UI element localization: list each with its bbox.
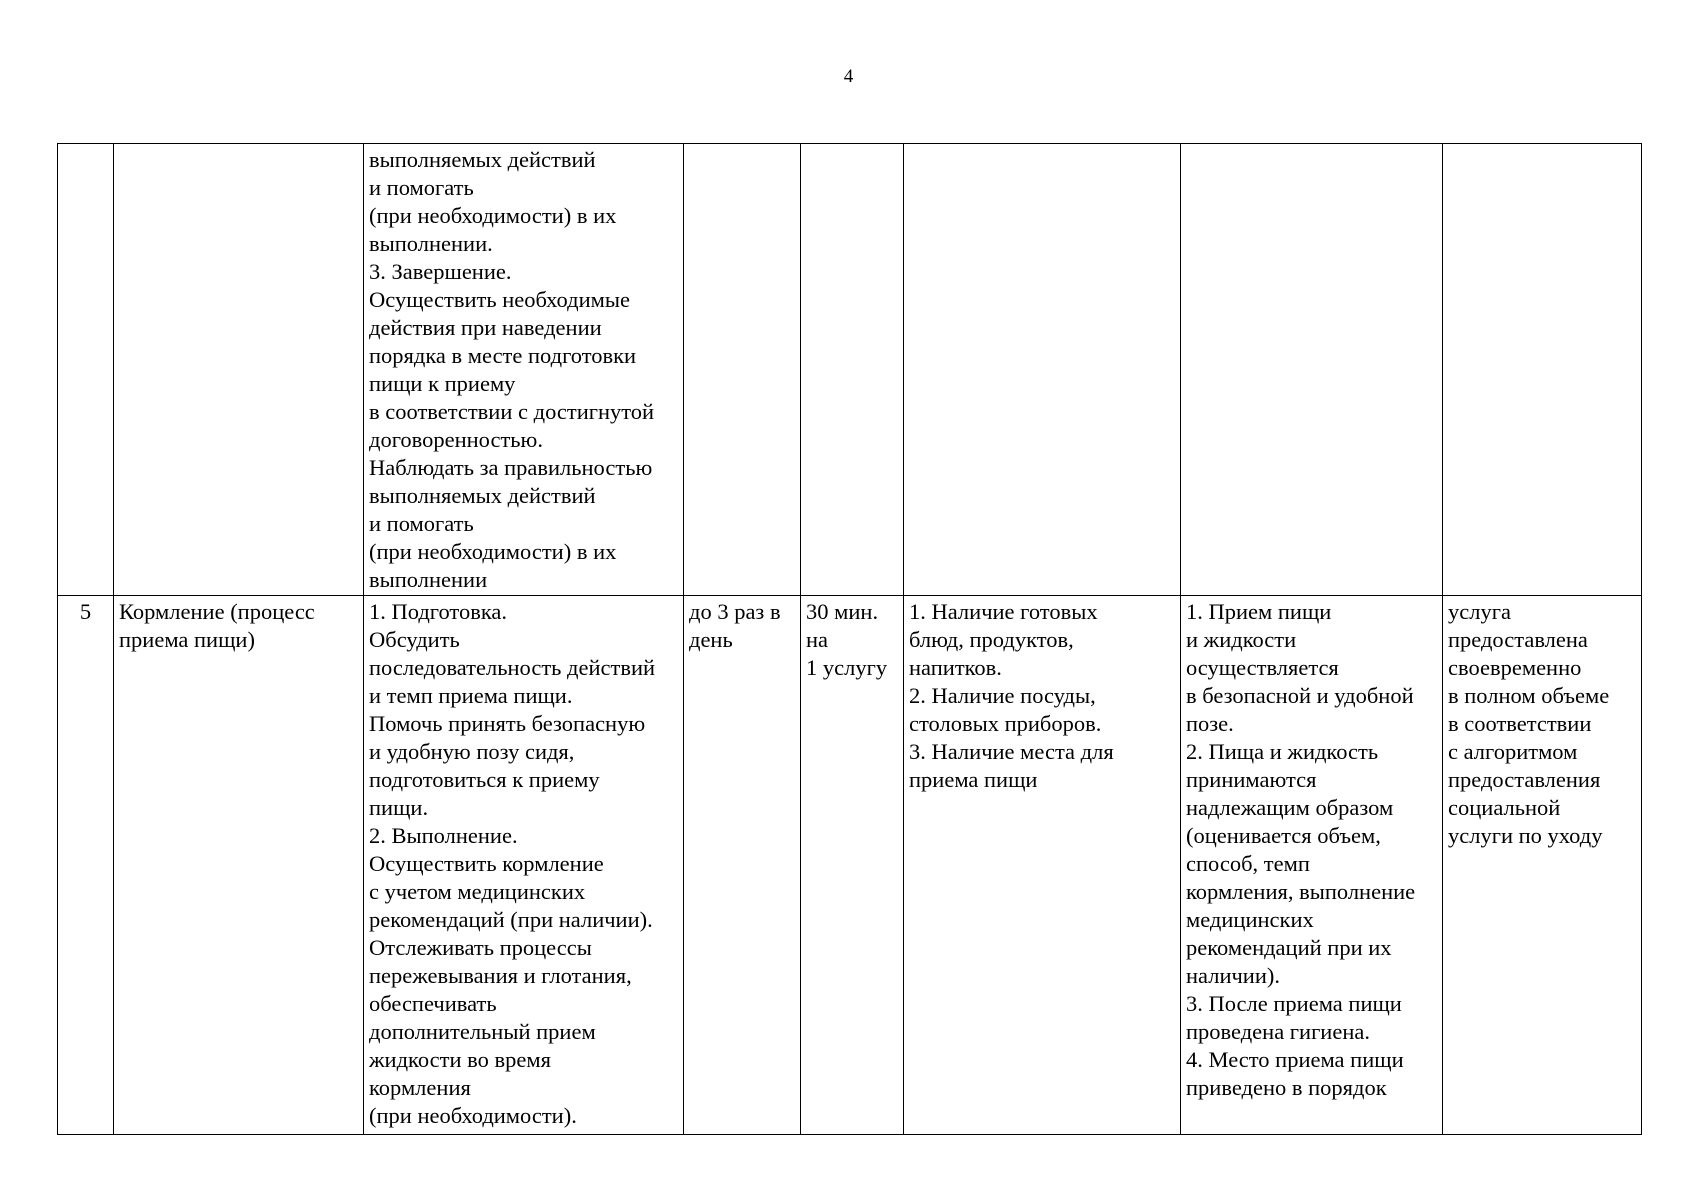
cell-line: последовательность действий: [369, 655, 656, 680]
cell-line: блюд, продуктов,: [909, 627, 1074, 652]
cell-line: порядка в месте подготовки: [369, 343, 637, 368]
cell-line: принимаются: [1186, 767, 1317, 792]
cell-result: [1181, 596, 1443, 1135]
cell-line: приема пищи: [909, 767, 1038, 792]
cell-line: Осуществить кормление: [369, 851, 604, 876]
cell-line: 1. Подготовка.: [369, 599, 508, 624]
cell-line: предоставлена: [1448, 627, 1588, 652]
cell-line: договоренностью.: [369, 427, 543, 452]
cell-line: и удобную позу сидя,: [369, 739, 575, 764]
cell-line: 4. Место приема пищи: [1186, 1047, 1404, 1072]
cell-frequency: [684, 144, 801, 596]
cell-line: проведена гигиена.: [1186, 1019, 1370, 1044]
cell-line: (при необходимости).: [369, 1103, 577, 1128]
cell-line: кормления: [369, 1075, 471, 1100]
cell-line: осуществляется: [1186, 655, 1339, 680]
cell-line: позе.: [1186, 711, 1234, 736]
cell-line: 2. Выполнение.: [369, 823, 518, 848]
cell-assessment: [1443, 144, 1642, 596]
cell-line: наличии).: [1186, 963, 1281, 988]
cell-line: в полном объеме: [1448, 683, 1610, 708]
cell-actions: [364, 596, 684, 1135]
cell-line: Помочь принять безопасную: [369, 711, 646, 736]
cell-line: 30 мин.: [806, 599, 879, 624]
cell-line: 1 услугу: [806, 655, 888, 680]
cell-line: Осуществить необходимые: [369, 287, 630, 312]
cell-line: надлежащим образом: [1186, 795, 1394, 820]
cell-line: жидкости во время: [369, 1047, 551, 1072]
cell-line: пережевывания и глотания,: [369, 963, 632, 988]
cell-line: Отслеживать процессы: [369, 935, 592, 960]
cell-line: выполняемых действий: [369, 147, 596, 172]
cell-line: кормления, выполнение: [1186, 879, 1416, 904]
cell-num: 5: [58, 596, 114, 1135]
cell-line: 1. Прием пищи: [1186, 599, 1332, 624]
cell-line: действия при наведении: [369, 315, 602, 340]
cell-line: рекомендаций (при наличии).: [369, 907, 653, 932]
cell-line: 2. Наличие посуды,: [909, 683, 1096, 708]
cell-actions: [364, 144, 684, 596]
cell-line: подготовиться к приему: [369, 767, 600, 792]
cell-line: в соответствии с достигнутой: [369, 399, 655, 424]
cell-line: 2. Пища и жидкость: [1186, 739, 1379, 764]
cell-line: до 3 раз в: [689, 599, 781, 624]
cell-name: [114, 144, 364, 596]
cell-name: [114, 596, 364, 1135]
cell-conditions: [904, 144, 1181, 596]
cell-line: (при необходимости) в их: [369, 539, 617, 564]
cell-line: и помогать: [369, 511, 474, 536]
cell-line: своевременно: [1448, 655, 1582, 680]
cell-line: 3. Завершение.: [369, 259, 512, 284]
cell-line: Наблюдать за правильностью: [369, 455, 653, 480]
cell-conditions: [904, 596, 1181, 1135]
cell-line: с алгоритмом: [1448, 739, 1578, 764]
cell-assessment: [1443, 596, 1642, 1135]
table-row: [58, 144, 1642, 596]
cell-duration: [801, 144, 904, 596]
cell-line: дополнительный прием: [369, 1019, 596, 1044]
cell-line: приема пищи): [119, 627, 255, 652]
cell-line: пищи.: [369, 795, 429, 820]
cell-line: (оценивается объем,: [1186, 823, 1381, 848]
cell-line: медицинских: [1186, 907, 1314, 932]
cell-line: Кормление (процесс: [119, 599, 315, 624]
services-table: [57, 143, 1642, 1135]
cell-line: пищи к приему: [369, 371, 516, 396]
page-number: 4: [843, 66, 854, 87]
cell-line: социальной: [1448, 795, 1561, 820]
cell-line: 1. Наличие готовых: [909, 599, 1098, 624]
cell-line: обеспечивать: [369, 991, 497, 1016]
cell-line: предоставления: [1448, 767, 1601, 792]
cell-line: выполнении: [369, 567, 488, 592]
cell-line: 3. После приема пищи: [1186, 991, 1402, 1016]
cell-line: (при необходимости) в их: [369, 203, 617, 228]
cell-line: и помогать: [369, 175, 474, 200]
cell-line: выполняемых действий: [369, 483, 596, 508]
cell-line: Обсудить: [369, 627, 460, 652]
cell-line: в соответствии: [1448, 711, 1592, 736]
cell-frequency: [684, 596, 801, 1135]
table-row: [58, 596, 1642, 1135]
cell-line: и темп приема пищи.: [369, 683, 573, 708]
cell-duration: [801, 596, 904, 1135]
cell-line: напитков.: [909, 655, 1002, 680]
cell-line: и жидкости: [1186, 627, 1297, 652]
cell-line: в безопасной и удобной: [1186, 683, 1414, 708]
cell-line: услуги по уходу: [1448, 823, 1603, 848]
cell-line: столовых приборов.: [909, 711, 1102, 736]
cell-line: день: [689, 627, 733, 652]
cell-line: рекомендаций при их: [1186, 935, 1392, 960]
cell-line: с учетом медицинских: [369, 879, 586, 904]
cell-line: 3. Наличие места для: [909, 739, 1114, 764]
cell-result: [1181, 144, 1443, 596]
cell-line: услуга: [1448, 599, 1511, 624]
cell-num: [58, 144, 114, 596]
cell-line: выполнении.: [369, 231, 493, 256]
cell-line: на: [806, 627, 829, 652]
cell-line: способ, темп: [1186, 851, 1310, 876]
cell-line: приведено в порядок: [1186, 1075, 1387, 1100]
